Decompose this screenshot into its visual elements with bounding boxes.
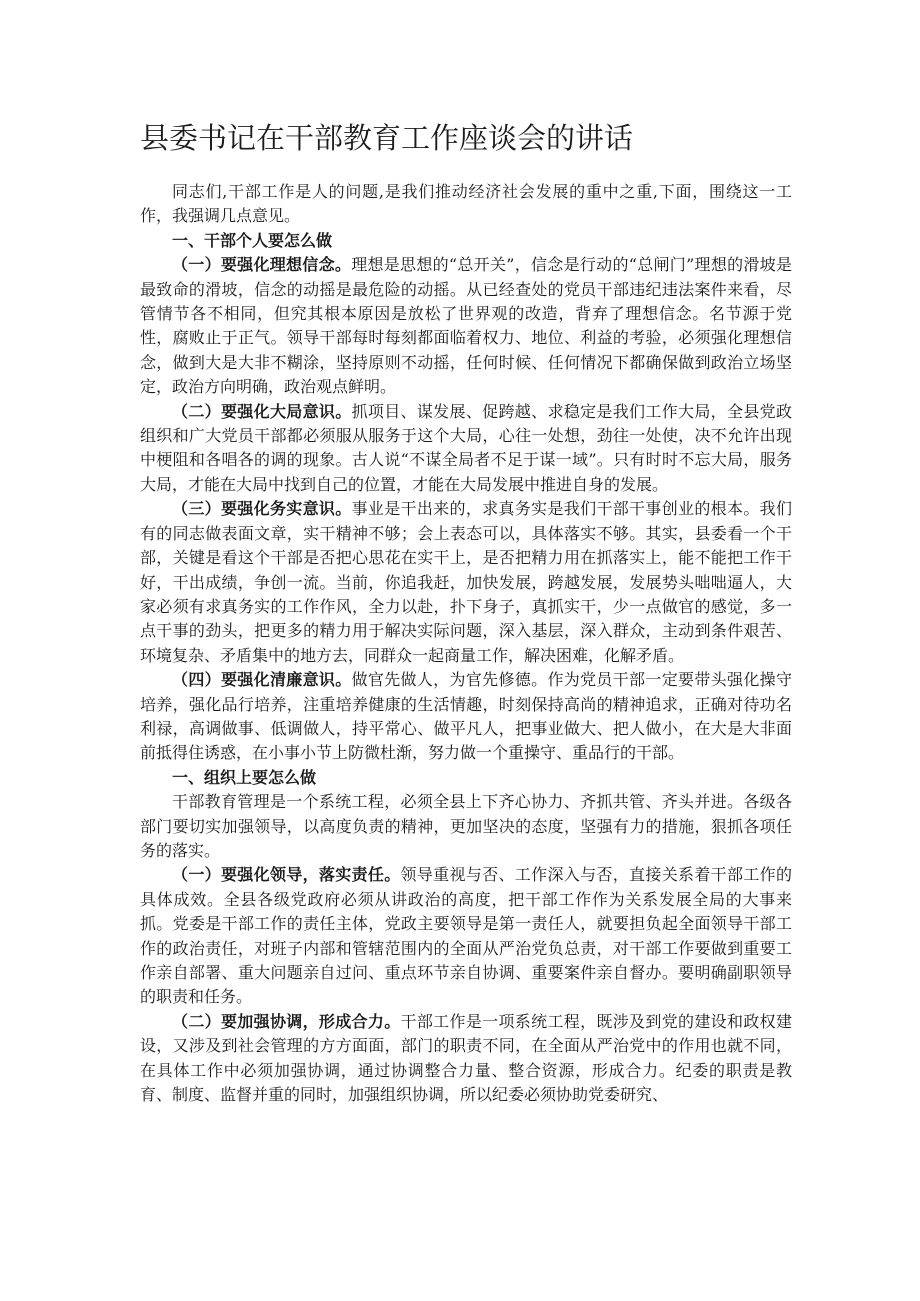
list-item [140, 1010, 792, 1108]
list-item [140, 253, 792, 399]
section-intro-paragraph: 干部教育管理是一个系统工程，必须全县上下齐心协力、齐抓共管、齐头并进。各级各部门要切实加强领导，以高度负责的精神，更加坚决的态度，坚强有力的措施，狠抓各项任务的落实。 [140, 792, 792, 860]
item-label: （二）要强化大局意识。 [172, 401, 352, 421]
list-item [140, 863, 792, 1009]
list-item [140, 400, 792, 498]
intro-paragraph: 同志们,干部工作是人的问题,是我们推动经济社会发展的重中之重,下面，围绕这一工作，我强调几点意见。 [140, 182, 792, 226]
list-item [140, 497, 792, 668]
document-title: 县委书记在干部教育工作座谈会的讲话 [140, 121, 634, 155]
item-label: （一）要强化领导，落实责任。 [172, 865, 401, 885]
item-label: （三）要强化务实意识。 [172, 499, 352, 519]
item-text: 领导重视与否、工作深入与否，直接关系着干部工作的具体成效。全县各级党政府必须从讲政治的高度，把干部工作作为关系发展全局的大事来抓。党委是干部工作的责任主体，党政主要领导是第一责任人，就要担负起全面领导干部工作的政治责任，对班子内部和管辖范围内的全面从严治党负总责，对干部工作要做到重要工作亲自部署、重大问题亲自过问、重点环节亲自协调、重要案件亲自督办。要明确副职领导的职责和任务。 [140, 865, 792, 1007]
item-text: 理想是思想的“总开关”，信念是行动的“总闸门”理想的滑坡是最致命的滑坡，信念的动摇是最危险的动摇。从已经查处的党员干部违纪违法案件来看，尽管情节各不相同，但究其根本原因是放松了世界观的改造，背弃了理想信念。名节源于党性，腐败止于正气。领导干部每时每刻都面临着权力、地位、利益的考验，必须强化理想信念，做到大是大非不糊涂，坚持原则不动摇，任何时候、任何情况下都确保做到政治立场坚定，政治方向明确，政治观点鲜明。 [140, 255, 792, 397]
item-text: 事业是干出来的，求真务实是我们干部干事创业的根本。我们有的同志做表面文章，实干精神不够；会上表态可以，具体落实不够。其实，县委看一个干部，关键是看这个干部是否把心思花在实干上，是否把精力用在抓落实上，能不能把工作干好，干出成绩，争创一流。当前，你追我赶，加快发展，跨越发展，发展势头咄咄逼人，大家必须有求真务实的工作作风，全力以赴，扑下身子，真抓实干，少一点做官的感觉，多一点干事的劲头，把更多的精力用于解决实际问题，深入基层，深入群众，主动到条件艰苦、环境复杂、矛盾集中的地方去，同群众一起商量工作，解决困难，化解矛盾。 [140, 499, 792, 665]
item-text: 做官先做人，为官先修德。作为党员干部一定要带头强化操守培养，强化品行培养，注重培养健康的生活情趣，时刻保持高尚的精神追求，正确对待功名利禄，高调做事、低调做人，持平常心、做平凡人，把事业做大、把人做小，在大是大非面前抵得住诱惑，在小事小节上防微杜渐，努力做一个重操守、重品行的干部。 [140, 670, 792, 763]
item-label: （二）要加强协调，形成合力。 [172, 1011, 401, 1031]
document-page [140, 118, 792, 1107]
item-text: 干部工作是一项系统工程，既涉及到党的建设和政权建设，又涉及到社会管理的方方面面，部门的职责不同，在全面从严治党中的作用也就不同，在具体工作中必须加强协调，通过协调整合力量、整合资源，形成合力。纪委的职责是教育、制度、监督并重的同时，加强组织协调，所以纪委必须协助党委研究、 [140, 1011, 792, 1105]
list-item [140, 668, 792, 766]
section-heading-organization: 一、组织上要怎么做 [172, 767, 317, 787]
section-heading-personal: 一、干部个人要怎么做 [172, 230, 333, 250]
item-text: 抓项目、谋发展、促跨越、求稳定是我们工作大局，全县党政组织和广大党员干部都必须服从服务于这个大局，心往一处想，劲往一处使，决不允许出现中梗阻和各唱各的调的现象。古人说“不谋全局者不足于谋一域”。只有时时不忘大局，服务大局，才能在大局中找到自己的位置，才能在大局发展中推进自身的发展。 [140, 401, 792, 494]
item-label: （四）要强化清廉意识。 [172, 670, 352, 690]
item-label: （一）要强化理想信念。 [172, 255, 352, 275]
